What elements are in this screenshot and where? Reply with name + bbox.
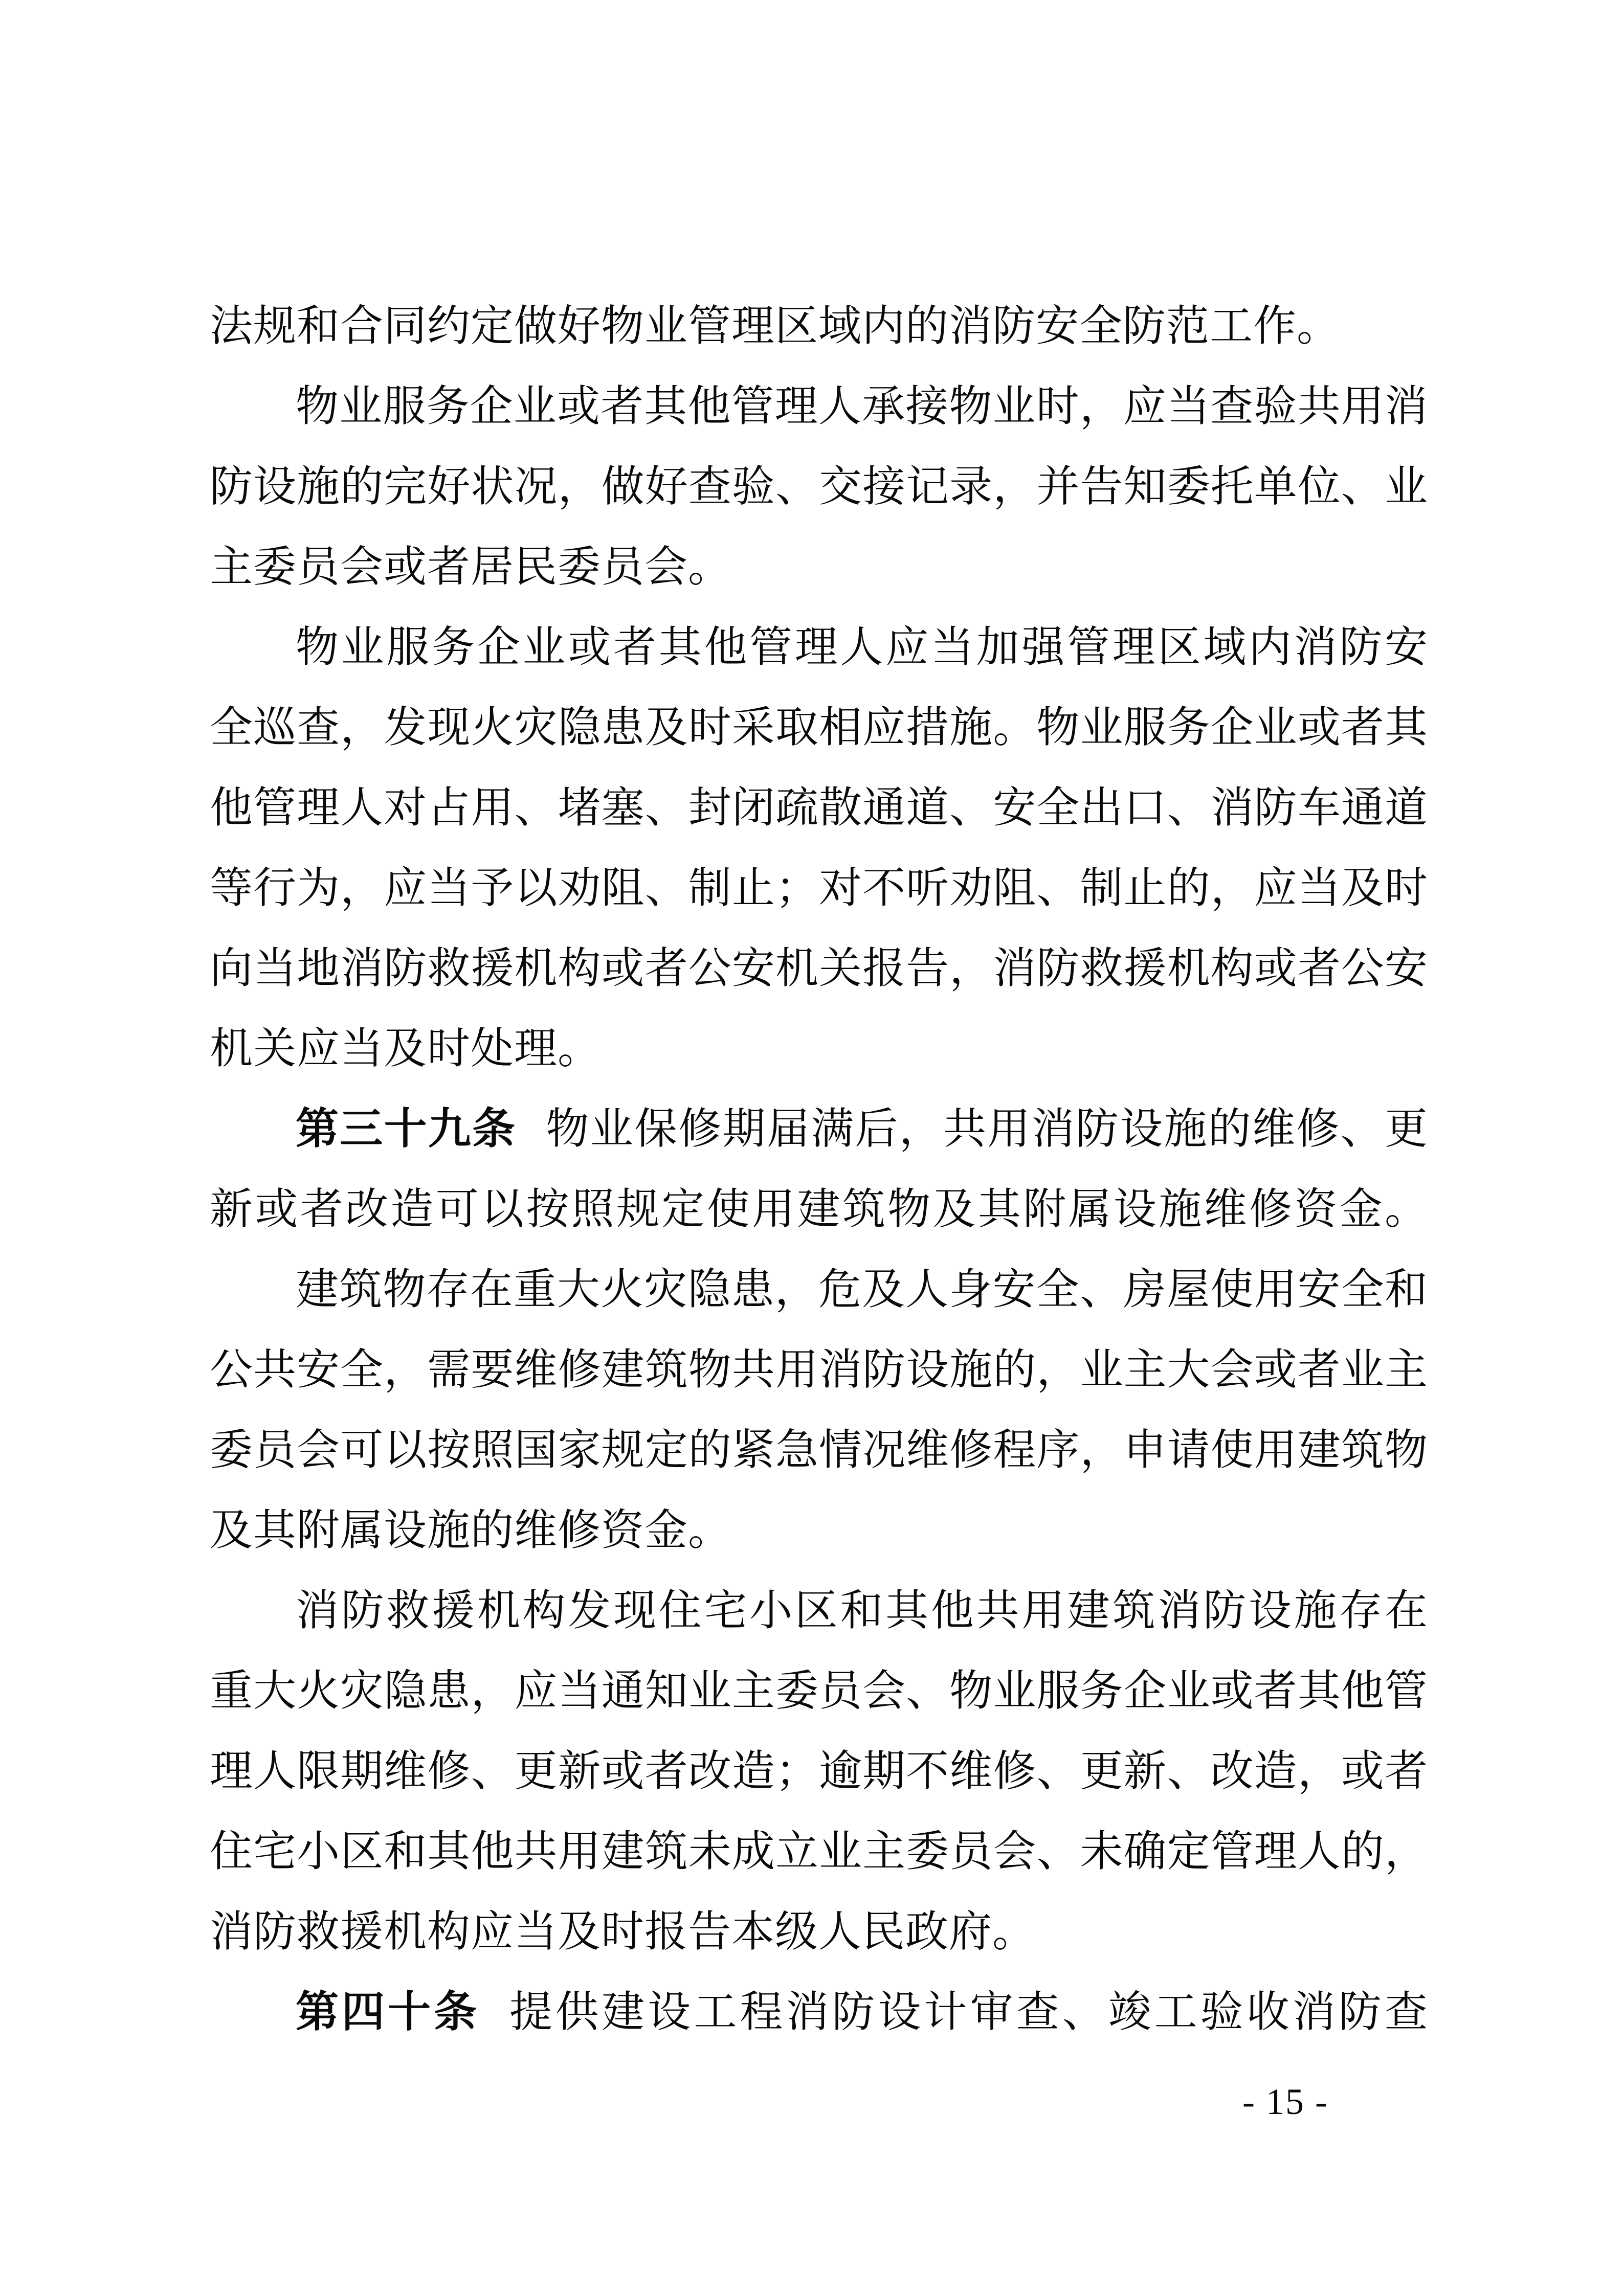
article-40-heading-line [210,1972,1428,2053]
text-line [210,1571,1428,1651]
text-line [210,1009,1428,1089]
text-line [210,1169,1428,1250]
text-line-content: 委员会可以按照国家规定的紧急情况维修程序，申请使用建筑物 [210,1427,1428,1474]
text-line [210,1491,1428,1571]
text-line [210,1892,1428,1972]
text-line [210,447,1428,527]
text-line-content: 住宅小区和其他共用建筑未成立业主委员会、未确定管理人的， [210,1828,1428,1876]
text-line-content: 消防救援机构应当及时报告本级人民政府。 [210,1908,1036,1956]
text-line-content: 重大火灾隐患，应当通知业主委员会、物业服务企业或者其他管 [210,1668,1428,1715]
article-40-number: 第四十条 [296,1989,480,2036]
text-line-content: 主委员会或者居民委员会。 [210,544,732,591]
text-line-content: 物业保修期届满后，共用消防设施的维修、更 [546,1106,1428,1153]
text-line-content: 建筑物存在重大火灾隐患，危及人身安全、房屋使用安全和 [296,1266,1428,1314]
text-line [210,1410,1428,1491]
text-line-content: 及其附属设施的维修资金。 [210,1507,732,1555]
text-line [210,1250,1428,1330]
text-line-content: 等行为，应当予以劝阻、制止；对不听劝阻、制止的，应当及时 [210,865,1428,912]
text-line [210,1330,1428,1410]
article-39-heading-line [210,1089,1428,1169]
text-line-content: 消防救援机构发现住宅小区和其他共用建筑消防设施存在 [296,1587,1428,1635]
text-line [210,367,1428,447]
text-line-content: 物业服务企业或者其他管理人承接物业时，应当查验共用消 [296,383,1428,431]
text-line [210,607,1428,688]
text-line [210,768,1428,848]
text-line-content: 理人限期维修、更新或者改造；逾期不维修、更新、改造，或者 [210,1748,1428,1795]
text-line [210,1812,1428,1892]
text-line-content: 法规和合同约定做好物业管理区域内的消防安全防范工作。 [210,303,1341,350]
text-line [210,286,1428,367]
text-line [210,848,1428,929]
text-line-content: 提供建设工程消防设计审查、竣工验收消防查 [509,1989,1428,2036]
article-39-number: 第三十九条 [296,1106,517,1153]
text-line-content: 全巡查，发现火灾隐患及时采取相应措施。物业服务企业或者其 [210,704,1428,752]
text-line [210,1651,1428,1731]
text-line-content: 物业服务企业或者其他管理人应当加强管理区域内消防安 [296,624,1428,671]
text-line-content: 公共安全，需要维修建筑物共用消防设施的，业主大会或者业主 [210,1346,1428,1394]
text-line [210,527,1428,607]
text-line-content: 向当地消防救援机构或者公安机关报告，消防救援机构或者公安 [210,945,1428,993]
text-line [210,688,1428,768]
text-line [210,1731,1428,1812]
text-line-content: 防设施的完好状况，做好查验、交接记录，并告知委托单位、业 [210,463,1428,511]
text-line-content: 机关应当及时处理。 [210,1025,602,1073]
text-line-content: 新或者改造可以按照规定使用建筑物及其附属设施维修资金。 [210,1186,1428,1233]
text-line [210,929,1428,1009]
page-number: - 15 - [1242,2081,1328,2122]
text-line-content: 他管理人对占用、堵塞、封闭疏散通道、安全出口、消防车通道 [210,784,1428,832]
document-text-block [210,286,1428,2053]
